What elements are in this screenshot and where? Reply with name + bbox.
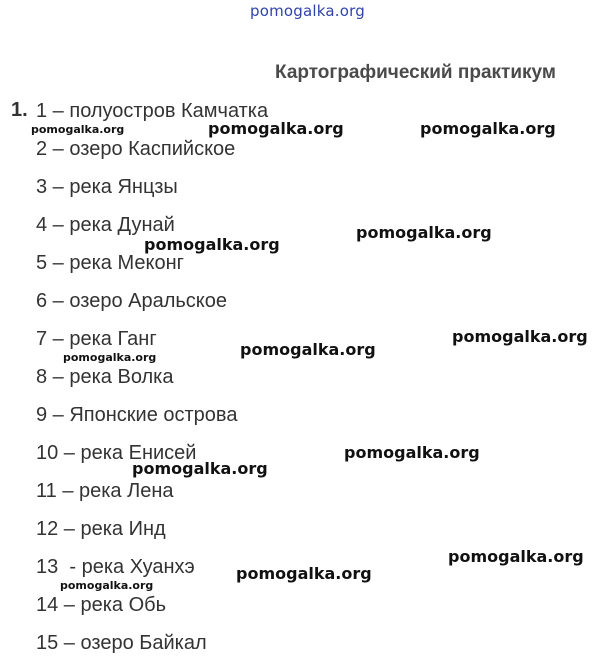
section-title: Картографический практикум <box>275 62 556 83</box>
watermark: pomogalka.org <box>236 564 372 583</box>
watermark: pomogalka.org <box>31 123 125 136</box>
list-item: 14 – река Обь <box>36 594 167 616</box>
watermark: pomogalka.org <box>240 340 376 359</box>
watermark: pomogalka.org <box>420 119 556 138</box>
watermark: pomogalka.org <box>144 235 280 254</box>
question-number: 1. <box>11 99 28 121</box>
list-item: 7 – река Ганг <box>36 328 157 350</box>
list-item: 4 – река Дунай <box>36 214 175 236</box>
list-item: 2 – озеро Каспийское <box>36 138 236 160</box>
list-item: 5 – река Меконг <box>36 252 184 274</box>
list-item: 12 – река Инд <box>36 518 166 540</box>
list-item: 8 – река Волка <box>36 366 174 388</box>
watermark: pomogalka.org <box>344 443 480 462</box>
watermark: pomogalka.org <box>60 579 154 592</box>
header-watermark: pomogalka.org <box>250 2 365 20</box>
list-item: 6 – озеро Аральское <box>36 290 228 312</box>
list-item: 13 - река Хуанхэ <box>36 556 195 578</box>
watermark: pomogalka.org <box>208 119 344 138</box>
list-item: 15 – озеро Байкал <box>36 632 207 654</box>
watermark: pomogalka.org <box>63 351 157 364</box>
list-item: 11 – река Лена <box>36 480 174 502</box>
watermark: pomogalka.org <box>448 547 584 566</box>
list-item: 1 – полуостров Камчатка <box>36 100 269 122</box>
watermark: pomogalka.org <box>356 223 492 242</box>
watermark: pomogalka.org <box>132 459 268 478</box>
list-item: 9 – Японские острова <box>36 404 238 426</box>
list-item: 3 – река Янцзы <box>36 176 178 198</box>
list-item: 10 – река Енисей <box>36 442 197 464</box>
watermark: pomogalka.org <box>452 327 588 346</box>
